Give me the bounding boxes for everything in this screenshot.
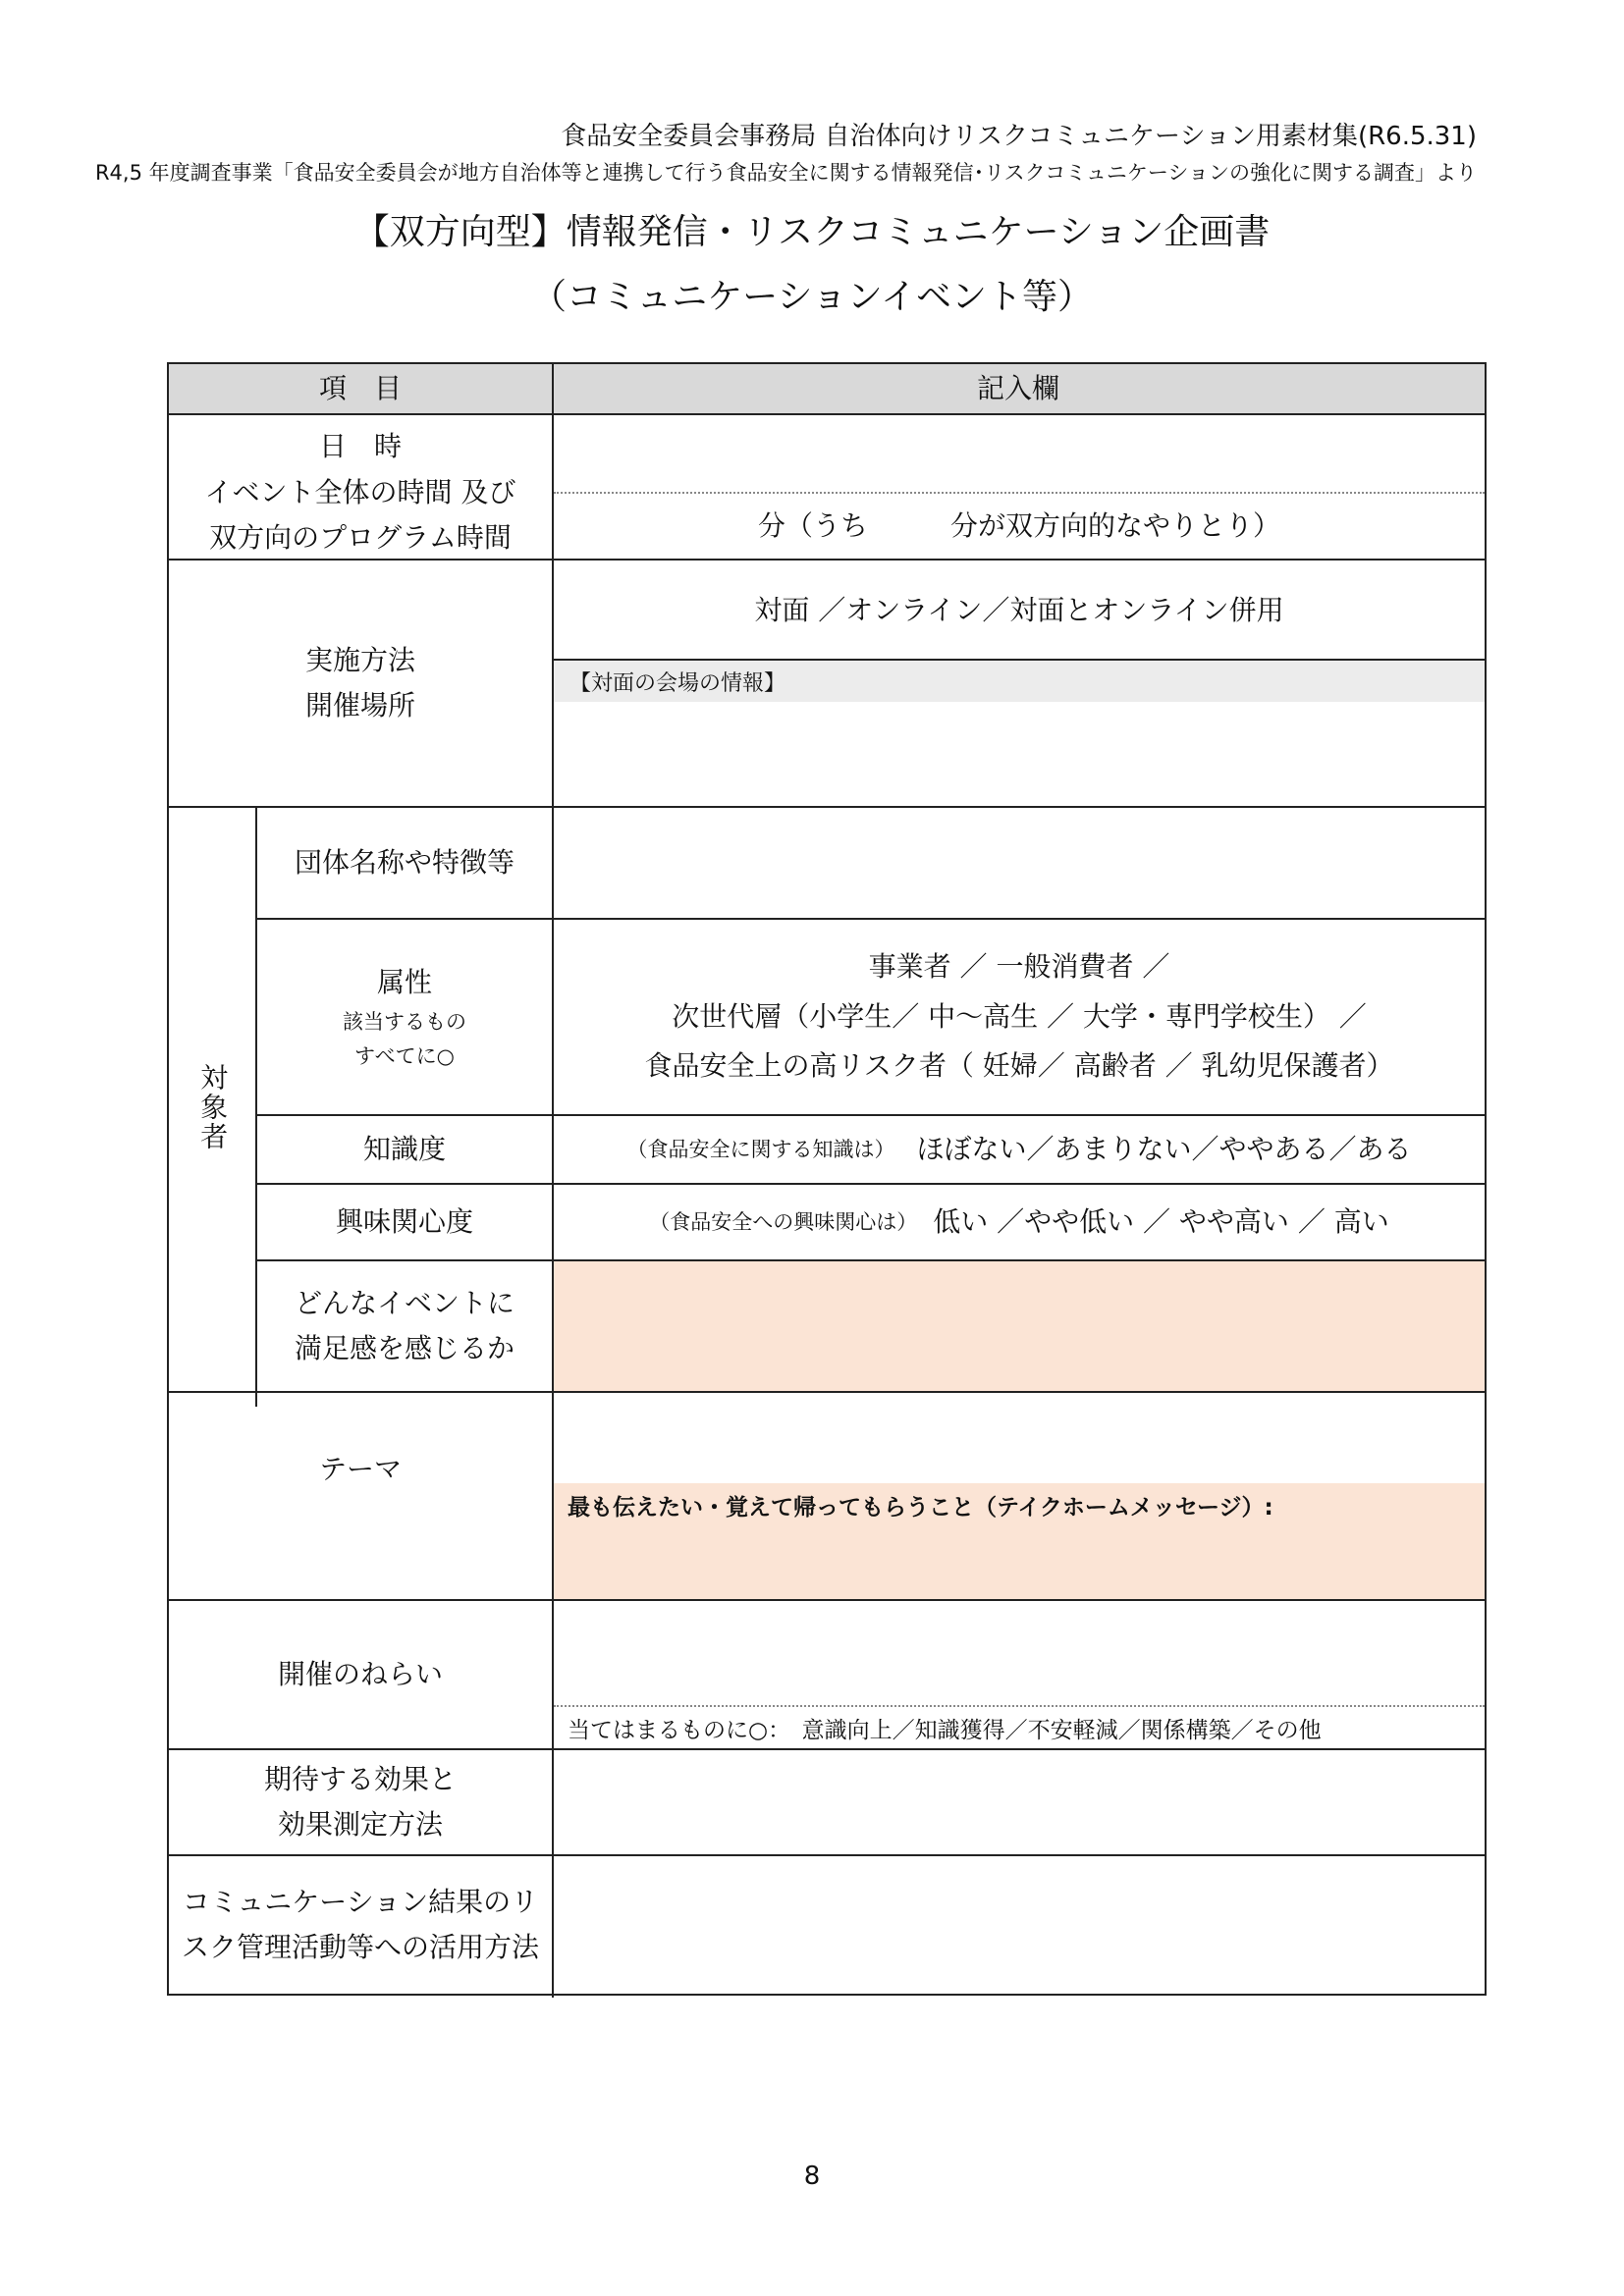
method-label-line-1: 実施方法 bbox=[304, 643, 415, 676]
attribute-options[interactable] bbox=[554, 920, 1485, 1114]
row-divider bbox=[169, 806, 1485, 808]
usage-label bbox=[169, 1856, 552, 1994]
method-label-line-2: 開催場所 bbox=[304, 689, 415, 721]
header-line-2: R4,5 年度調査事業「食品安全委員会が地方自治体等と連携して行う食品安全に関する情報発信･リスクコミュニケーションの強化に関する調査」より bbox=[94, 161, 1477, 185]
interest-label: 興味関心度 bbox=[335, 1204, 473, 1238]
column-header-item: 項 目 bbox=[169, 364, 552, 413]
column-divider bbox=[552, 364, 554, 1998]
knowledge-choices: ほぼない／あまりない／ややある／ある bbox=[916, 1132, 1412, 1165]
satisfaction-label bbox=[257, 1261, 552, 1391]
theme-input[interactable] bbox=[554, 1393, 1485, 1483]
row-divider bbox=[255, 1114, 1485, 1116]
duration-label-line-1: イベント全体の時間 及び bbox=[204, 475, 516, 508]
method-options[interactable]: 対面 ／オンライン／対面とオンライン併用 bbox=[754, 593, 1284, 626]
effect-label-line-2: 効果測定方法 bbox=[277, 1808, 443, 1841]
effect-input[interactable] bbox=[554, 1750, 1485, 1854]
page-number: 8 bbox=[803, 2162, 821, 2191]
usage-label-line-2: スク管理活動等への活用方法 bbox=[181, 1931, 539, 1963]
header-line-1: 食品安全委員会事務局 自治体向けリスクコミュニケーション用素材集(R6.5.31) bbox=[561, 122, 1477, 151]
attribute-options-line-1: 事業者 ／ 一般消費者 ／ bbox=[868, 950, 1170, 984]
attribute-label bbox=[257, 920, 552, 1114]
duration-label bbox=[169, 476, 552, 555]
column-header-entry: 記入欄 bbox=[552, 364, 1485, 413]
takehome-message-label: 最も伝えたい・覚えて帰ってもらうこと（テイクホームメッセージ）: bbox=[568, 1494, 1273, 1521]
method-label bbox=[169, 561, 552, 806]
row-divider bbox=[255, 918, 1485, 920]
org-input[interactable] bbox=[554, 808, 1485, 918]
attribute-options-line-2: 次世代層（小学生／ 中～高生 ／ 大学・専門学校生） ／ bbox=[672, 999, 1367, 1033]
plan-form-table bbox=[167, 362, 1487, 1996]
attribute-note-line-2: すべてに○ bbox=[354, 1044, 455, 1069]
datetime-input[interactable] bbox=[554, 417, 1485, 492]
effect-label bbox=[169, 1750, 552, 1854]
document-subtitle: （コミュニケーションイベント等） bbox=[530, 277, 1094, 317]
venue-info-input[interactable] bbox=[554, 702, 1485, 806]
aim-input[interactable] bbox=[554, 1601, 1485, 1705]
row-divider bbox=[169, 1391, 1485, 1393]
usage-input[interactable] bbox=[554, 1856, 1485, 1994]
interest-prefix: （食品安全への興味関心は） bbox=[649, 1209, 918, 1234]
aim-label: 開催のねらい bbox=[277, 1657, 443, 1690]
duration-input[interactable]: 分（うち 分が双方向的なやりとり） bbox=[757, 508, 1280, 542]
dotted-divider bbox=[554, 1705, 1485, 1707]
effect-label-line-1: 期待する効果と bbox=[263, 1762, 457, 1795]
row-divider bbox=[169, 1854, 1485, 1856]
attribute-note-line-1: 該当するもの bbox=[343, 1010, 466, 1035]
knowledge-prefix: （食品安全に関する知識は） bbox=[626, 1137, 895, 1161]
interest-options[interactable] bbox=[554, 1185, 1485, 1259]
theme-label: テーマ bbox=[318, 1452, 402, 1485]
duration-label-line-2: 双方向のプログラム時間 bbox=[209, 521, 512, 554]
org-label: 団体名称や特徴等 bbox=[294, 845, 514, 879]
attribute-options-line-3: 食品安全上の高リスク者（ 妊婦／ 高齢者 ／ 乳幼児保護者） bbox=[644, 1049, 1394, 1083]
row-divider bbox=[552, 659, 1485, 661]
row-divider bbox=[169, 1599, 1485, 1601]
satisfaction-label-line-2: 満足感を感じるか bbox=[294, 1332, 514, 1364]
row-divider bbox=[169, 413, 1485, 415]
knowledge-label: 知識度 bbox=[362, 1132, 446, 1165]
dotted-divider bbox=[554, 492, 1485, 494]
target-subcolumn-divider bbox=[255, 808, 257, 1407]
row-divider bbox=[255, 1183, 1485, 1185]
interest-choices: 低い ／やや低い ／ やや高い ／ 高い bbox=[933, 1204, 1389, 1238]
attribute-label-text: 属性 bbox=[376, 966, 432, 999]
usage-label-line-1: コミュニケーション結果のリ bbox=[182, 1885, 539, 1918]
row-divider bbox=[169, 559, 1485, 561]
document-title: 【双方向型】情報発信・リスクコミュニケーション企画書 bbox=[353, 212, 1271, 252]
row-divider bbox=[169, 1748, 1485, 1750]
knowledge-options[interactable] bbox=[554, 1116, 1485, 1183]
satisfaction-input[interactable] bbox=[554, 1261, 1485, 1391]
aim-options[interactable]: 当てはまるものに○： 意識向上／知識獲得／不安軽減／関係構築／その他 bbox=[568, 1717, 1322, 1743]
target-group-label: 対象者 bbox=[196, 1063, 230, 1151]
satisfaction-label-line-1: どんなイベントに bbox=[294, 1286, 514, 1319]
datetime-label: 日 時 bbox=[318, 429, 402, 462]
venue-info-label: 【対面の会場の情報】 bbox=[554, 661, 1485, 702]
row-divider bbox=[255, 1259, 1485, 1261]
